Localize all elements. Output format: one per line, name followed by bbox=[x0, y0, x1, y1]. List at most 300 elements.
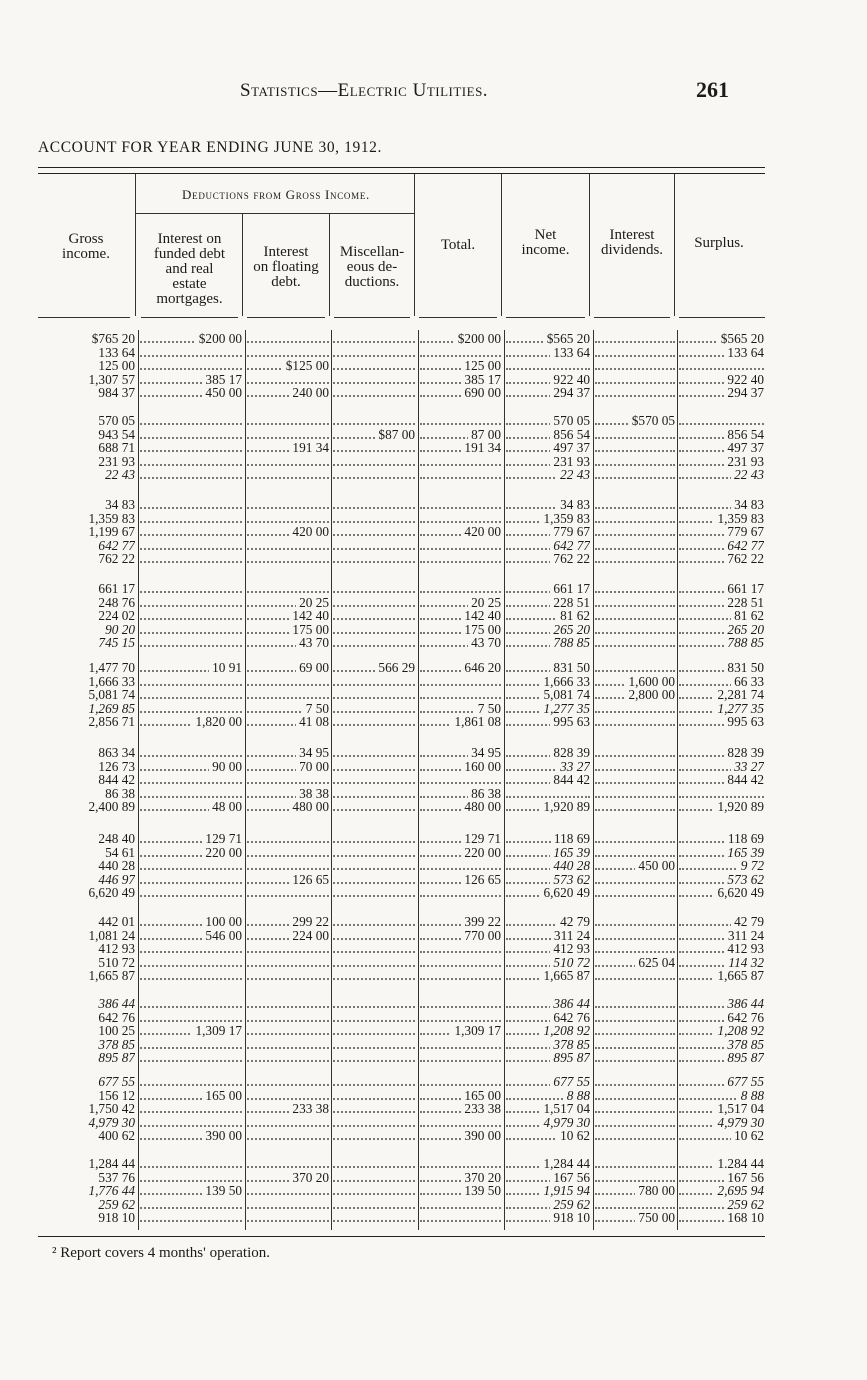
cell-value: 570 05 bbox=[95, 414, 135, 428]
net-income-cell bbox=[506, 582, 590, 596]
cell-value: 231 93 bbox=[550, 455, 590, 469]
interest-funded-cell bbox=[140, 609, 242, 623]
leader-dots bbox=[247, 1006, 329, 1008]
total-cell bbox=[420, 956, 501, 970]
interest-floating-cell bbox=[247, 609, 329, 623]
cell-value: 828 39 bbox=[550, 746, 590, 760]
interest-funded-cell bbox=[140, 1198, 242, 1212]
cell-value: 228 51 bbox=[550, 596, 590, 610]
cell-value: $125 00 bbox=[283, 359, 329, 373]
cell-value: 856 54 bbox=[550, 428, 590, 442]
leader-dots bbox=[595, 782, 675, 784]
surplus-cell bbox=[679, 468, 764, 482]
table-row bbox=[0, 623, 867, 637]
leader-dots bbox=[333, 1180, 415, 1182]
total-cell bbox=[420, 1157, 501, 1171]
leader-dots bbox=[595, 1207, 675, 1209]
table-row bbox=[0, 702, 867, 716]
leader-dots bbox=[595, 534, 675, 536]
leader-dots bbox=[595, 670, 675, 672]
cell-value: 1,915 94 bbox=[540, 1184, 590, 1198]
table-row bbox=[0, 609, 867, 623]
cell-value: $200 00 bbox=[455, 332, 501, 346]
total-cell bbox=[420, 468, 501, 482]
interest-floating-cell bbox=[247, 1157, 329, 1171]
interest-funded-cell bbox=[140, 1211, 242, 1225]
total-cell bbox=[420, 661, 501, 675]
interest-floating-cell bbox=[247, 1089, 329, 1103]
cell-value: 81 62 bbox=[731, 609, 764, 623]
interest-floating-cell bbox=[247, 715, 329, 729]
bottom-rule bbox=[38, 1236, 765, 1237]
table-row bbox=[0, 1089, 867, 1103]
total-cell bbox=[420, 428, 501, 442]
cell-value: 2,800 00 bbox=[625, 688, 675, 702]
table-row bbox=[0, 582, 867, 596]
interest-funded-cell bbox=[140, 346, 242, 360]
net-income-cell bbox=[506, 525, 590, 539]
cell-value: 139 50 bbox=[202, 1184, 242, 1198]
cell-value: 661 17 bbox=[95, 582, 135, 596]
cell-value: 220 00 bbox=[461, 846, 501, 860]
table-row bbox=[0, 675, 867, 689]
cell-value: 86 38 bbox=[102, 787, 135, 801]
gross-income-cell bbox=[38, 800, 135, 814]
leader-dots bbox=[140, 450, 242, 452]
interest-funded-cell bbox=[140, 1171, 242, 1185]
total-cell bbox=[420, 997, 501, 1011]
interest-funded-cell bbox=[140, 455, 242, 469]
leader-dots bbox=[140, 618, 242, 620]
misc-deductions-cell bbox=[333, 596, 415, 610]
total-cell bbox=[420, 746, 501, 760]
leader-dots bbox=[333, 605, 415, 607]
misc-deductions-cell bbox=[333, 800, 415, 814]
cell-value: 1,309 17 bbox=[192, 1024, 242, 1038]
leader-dots bbox=[247, 1125, 329, 1127]
leader-dots bbox=[333, 1006, 415, 1008]
total-cell bbox=[420, 846, 501, 860]
leader-dots bbox=[247, 507, 329, 509]
leader-dots bbox=[420, 548, 501, 550]
table-row bbox=[0, 636, 867, 650]
cell-value: 642 76 bbox=[550, 1011, 590, 1025]
leader-dots bbox=[333, 1207, 415, 1209]
gross-income-cell bbox=[38, 886, 135, 900]
gross-income-cell bbox=[38, 997, 135, 1011]
leader-dots bbox=[595, 1020, 675, 1022]
total-cell bbox=[420, 800, 501, 814]
header-total: Total. bbox=[440, 237, 476, 253]
leader-dots bbox=[679, 423, 764, 425]
interest-funded-cell bbox=[140, 441, 242, 455]
header-rule bbox=[38, 317, 130, 318]
cell-value: 385 17 bbox=[461, 373, 501, 387]
leader-dots bbox=[140, 477, 242, 479]
interest-dividends-cell bbox=[595, 552, 675, 566]
leader-dots bbox=[140, 632, 242, 634]
misc-deductions-cell bbox=[333, 441, 415, 455]
cell-value: 895 87 bbox=[724, 1051, 764, 1065]
total-cell bbox=[420, 1116, 501, 1130]
leader-dots bbox=[333, 395, 415, 397]
misc-deductions-cell bbox=[333, 1075, 415, 1089]
misc-deductions-cell bbox=[333, 1116, 415, 1130]
leader-dots bbox=[247, 868, 329, 870]
gross-income-cell bbox=[38, 1075, 135, 1089]
leader-dots bbox=[595, 521, 675, 523]
table-row bbox=[0, 359, 867, 373]
leader-dots bbox=[333, 868, 415, 870]
leader-dots bbox=[140, 1084, 242, 1086]
leader-dots bbox=[420, 1020, 501, 1022]
total-cell bbox=[420, 969, 501, 983]
interest-dividends-cell bbox=[595, 956, 675, 970]
cell-value: 984 37 bbox=[95, 386, 135, 400]
cell-value: 642 76 bbox=[724, 1011, 764, 1025]
cell-value: 248 76 bbox=[95, 596, 135, 610]
table-row bbox=[0, 1171, 867, 1185]
interest-floating-cell bbox=[247, 859, 329, 873]
interest-funded-cell bbox=[140, 512, 242, 526]
leader-dots bbox=[595, 924, 675, 926]
total-cell bbox=[420, 1024, 501, 1038]
total-cell bbox=[420, 675, 501, 689]
surplus-cell bbox=[679, 636, 764, 650]
leader-dots bbox=[333, 1098, 415, 1100]
leader-dots bbox=[595, 796, 675, 798]
surplus-cell bbox=[679, 787, 764, 801]
total-cell bbox=[420, 873, 501, 887]
misc-deductions-cell bbox=[333, 773, 415, 787]
cell-value: 1,477 70 bbox=[85, 661, 135, 675]
cell-value: 10 91 bbox=[209, 661, 242, 675]
leader-dots bbox=[140, 423, 242, 425]
interest-dividends-cell bbox=[595, 969, 675, 983]
leader-dots bbox=[420, 355, 501, 357]
cell-value: 922 40 bbox=[550, 373, 590, 387]
cell-value: 139 50 bbox=[461, 1184, 501, 1198]
leader-dots bbox=[247, 521, 329, 523]
leader-dots bbox=[247, 561, 329, 563]
net-income-cell bbox=[506, 623, 590, 637]
interest-dividends-cell bbox=[595, 428, 675, 442]
cell-value: 175 00 bbox=[461, 623, 501, 637]
total-cell bbox=[420, 787, 501, 801]
leader-dots bbox=[140, 1220, 242, 1222]
interest-funded-cell bbox=[140, 525, 242, 539]
net-income-cell bbox=[506, 373, 590, 387]
cell-value: 480 00 bbox=[461, 800, 501, 814]
cell-value: 165 39 bbox=[550, 846, 590, 860]
leader-dots bbox=[333, 1084, 415, 1086]
leader-dots bbox=[247, 1207, 329, 1209]
cell-value: 6,620 49 bbox=[540, 886, 590, 900]
cell-value: 386 44 bbox=[724, 997, 764, 1011]
table-row bbox=[0, 441, 867, 455]
cell-value: $565 20 bbox=[544, 332, 590, 346]
cell-value: 480 00 bbox=[289, 800, 329, 814]
cell-value: 1,666 33 bbox=[540, 675, 590, 689]
interest-dividends-cell bbox=[595, 702, 675, 716]
interest-funded-cell bbox=[140, 332, 242, 346]
leader-dots bbox=[333, 755, 415, 757]
leader-dots bbox=[333, 464, 415, 466]
gross-income-cell bbox=[38, 414, 135, 428]
interest-dividends-cell bbox=[595, 886, 675, 900]
table-row bbox=[0, 997, 867, 1011]
cell-value: 165 00 bbox=[461, 1089, 501, 1103]
leader-dots bbox=[247, 1060, 329, 1062]
gross-income-cell bbox=[38, 760, 135, 774]
total-cell bbox=[420, 760, 501, 774]
misc-deductions-cell bbox=[333, 675, 415, 689]
misc-deductions-cell bbox=[333, 1011, 415, 1025]
leader-dots bbox=[333, 1220, 415, 1222]
cell-value: 34 95 bbox=[296, 746, 329, 760]
cell-value: 385 17 bbox=[202, 373, 242, 387]
cell-value: 1,517 04 bbox=[540, 1102, 590, 1116]
net-income-cell bbox=[506, 512, 590, 526]
leader-dots bbox=[247, 1193, 329, 1195]
cell-value: 167 56 bbox=[724, 1171, 764, 1185]
cell-value: 100 25 bbox=[95, 1024, 135, 1038]
misc-deductions-cell bbox=[333, 1089, 415, 1103]
cell-value: 546 00 bbox=[202, 929, 242, 943]
leader-dots bbox=[420, 1047, 501, 1049]
leader-dots bbox=[595, 841, 675, 843]
leader-dots bbox=[333, 355, 415, 357]
total-cell bbox=[420, 942, 501, 956]
table-row bbox=[0, 346, 867, 360]
cell-value: 6,620 49 bbox=[85, 886, 135, 900]
table-row bbox=[0, 373, 867, 387]
gross-income-cell bbox=[38, 1102, 135, 1116]
interest-dividends-cell bbox=[595, 539, 675, 553]
leader-dots bbox=[333, 1166, 415, 1168]
leader-dots bbox=[333, 477, 415, 479]
cell-value: 497 37 bbox=[550, 441, 590, 455]
misc-deductions-cell bbox=[333, 539, 415, 553]
interest-dividends-cell bbox=[595, 1171, 675, 1185]
gross-income-cell bbox=[38, 688, 135, 702]
misc-deductions-cell bbox=[333, 1038, 415, 1052]
cell-value: 570 05 bbox=[550, 414, 590, 428]
cell-value: 1,269 85 bbox=[85, 702, 135, 716]
leader-dots bbox=[679, 368, 764, 370]
cell-value: 780 00 bbox=[635, 1184, 675, 1198]
interest-dividends-cell bbox=[595, 942, 675, 956]
header-rule bbox=[141, 317, 238, 318]
misc-deductions-cell bbox=[333, 1198, 415, 1212]
misc-deductions-cell bbox=[333, 1184, 415, 1198]
cell-value: 779 67 bbox=[724, 525, 764, 539]
cell-value: 48 00 bbox=[209, 800, 242, 814]
gross-income-cell bbox=[38, 359, 135, 373]
cell-value: 191 34 bbox=[461, 441, 501, 455]
cell-value: 156 12 bbox=[95, 1089, 135, 1103]
cell-value: 677 55 bbox=[95, 1075, 135, 1089]
interest-dividends-cell bbox=[595, 1089, 675, 1103]
interest-funded-cell bbox=[140, 760, 242, 774]
gross-income-cell bbox=[38, 1157, 135, 1171]
cell-value: 42 79 bbox=[557, 915, 590, 929]
misc-deductions-cell bbox=[333, 525, 415, 539]
surplus-cell bbox=[679, 346, 764, 360]
net-income-cell bbox=[506, 1089, 590, 1103]
table-row bbox=[0, 1157, 867, 1171]
net-income-cell bbox=[506, 455, 590, 469]
interest-funded-cell bbox=[140, 1051, 242, 1065]
leader-dots bbox=[595, 395, 675, 397]
leader-dots bbox=[333, 684, 415, 686]
cell-value: 510 72 bbox=[550, 956, 590, 970]
surplus-cell bbox=[679, 609, 764, 623]
leader-dots bbox=[333, 1020, 415, 1022]
leader-dots bbox=[333, 769, 415, 771]
table-row bbox=[0, 873, 867, 887]
leader-dots bbox=[595, 1047, 675, 1049]
cell-value: 831 50 bbox=[550, 661, 590, 675]
cell-value: 259 62 bbox=[724, 1198, 764, 1212]
net-income-cell bbox=[506, 1116, 590, 1130]
cell-value: 1,307 57 bbox=[85, 373, 135, 387]
interest-funded-cell bbox=[140, 1102, 242, 1116]
gross-income-cell bbox=[38, 661, 135, 675]
cell-value: 168 10 bbox=[724, 1211, 764, 1225]
table-row bbox=[0, 498, 867, 512]
leader-dots bbox=[333, 632, 415, 634]
cell-value: 265 20 bbox=[724, 623, 764, 637]
leader-dots bbox=[595, 1180, 675, 1182]
surplus-cell bbox=[679, 582, 764, 596]
leader-dots bbox=[247, 895, 329, 897]
interest-funded-cell bbox=[140, 675, 242, 689]
interest-dividends-cell bbox=[595, 915, 675, 929]
cell-value: 1.284 44 bbox=[714, 1157, 764, 1171]
cell-value: 1,284 44 bbox=[85, 1157, 135, 1171]
header-gross-income: Gross income. bbox=[62, 231, 110, 262]
interest-funded-cell bbox=[140, 997, 242, 1011]
leader-dots bbox=[595, 464, 675, 466]
misc-deductions-cell bbox=[333, 915, 415, 929]
cell-value: 828 39 bbox=[724, 746, 764, 760]
total-cell bbox=[420, 1198, 501, 1212]
cell-value: $765 20 bbox=[89, 332, 135, 346]
gross-income-cell bbox=[38, 1198, 135, 1212]
total-cell bbox=[420, 441, 501, 455]
total-cell bbox=[420, 539, 501, 553]
cell-value: 420 00 bbox=[289, 525, 329, 539]
misc-deductions-cell bbox=[333, 956, 415, 970]
interest-dividends-cell bbox=[595, 332, 675, 346]
misc-deductions-cell bbox=[333, 386, 415, 400]
table-row bbox=[0, 1075, 867, 1089]
interest-floating-cell bbox=[247, 623, 329, 637]
cell-value: 510 72 bbox=[95, 956, 135, 970]
leader-dots bbox=[247, 1166, 329, 1168]
footnote: ² Report covers 4 months' operation. bbox=[52, 1245, 270, 1261]
header-interest-floating-debt: Interest on floating debt. bbox=[253, 244, 319, 290]
cell-value: 844 42 bbox=[724, 773, 764, 787]
cell-value: 745 15 bbox=[95, 636, 135, 650]
interest-funded-cell bbox=[140, 1129, 242, 1143]
leader-dots bbox=[420, 1220, 501, 1222]
leader-dots bbox=[247, 855, 329, 857]
gross-income-cell bbox=[38, 609, 135, 623]
interest-funded-cell bbox=[140, 956, 242, 970]
net-income-cell bbox=[506, 1211, 590, 1225]
cell-value: 118 69 bbox=[551, 832, 590, 846]
net-income-cell bbox=[506, 702, 590, 716]
net-income-cell bbox=[506, 832, 590, 846]
total-cell bbox=[420, 1129, 501, 1143]
cell-value: 20 25 bbox=[468, 596, 501, 610]
cell-value: 90 20 bbox=[102, 623, 135, 637]
net-income-cell bbox=[506, 1184, 590, 1198]
cell-value: 1,359 83 bbox=[85, 512, 135, 526]
interest-floating-cell bbox=[247, 1129, 329, 1143]
leader-dots bbox=[140, 464, 242, 466]
table-row bbox=[0, 1184, 867, 1198]
leader-dots bbox=[140, 507, 242, 509]
cell-value: 20 25 bbox=[296, 596, 329, 610]
leader-dots bbox=[595, 938, 675, 940]
surplus-cell bbox=[679, 846, 764, 860]
interest-funded-cell bbox=[140, 929, 242, 943]
total-cell bbox=[420, 1038, 501, 1052]
gross-income-cell bbox=[38, 915, 135, 929]
interest-floating-cell bbox=[247, 498, 329, 512]
surplus-cell bbox=[679, 359, 764, 373]
interest-floating-cell bbox=[247, 441, 329, 455]
net-income-cell bbox=[506, 800, 590, 814]
gross-income-cell bbox=[38, 929, 135, 943]
net-income-cell bbox=[506, 1038, 590, 1052]
table-row bbox=[0, 596, 867, 610]
total-cell bbox=[420, 346, 501, 360]
net-income-cell bbox=[506, 539, 590, 553]
surplus-cell bbox=[679, 1051, 764, 1065]
interest-dividends-cell bbox=[595, 688, 675, 702]
interest-floating-cell bbox=[247, 346, 329, 360]
table-row bbox=[0, 386, 867, 400]
cell-value: 400 62 bbox=[95, 1129, 135, 1143]
cell-value: 788 85 bbox=[724, 636, 764, 650]
cell-value: 677 55 bbox=[550, 1075, 590, 1089]
leader-dots bbox=[247, 951, 329, 953]
total-cell bbox=[420, 715, 501, 729]
cell-value: 33 27 bbox=[557, 760, 590, 774]
cell-value: 943 54 bbox=[95, 428, 135, 442]
cell-value: 126 65 bbox=[461, 873, 501, 887]
leader-dots bbox=[247, 684, 329, 686]
gross-income-cell bbox=[38, 525, 135, 539]
cell-value: 6,620 49 bbox=[714, 886, 764, 900]
leader-dots bbox=[333, 1047, 415, 1049]
total-cell bbox=[420, 373, 501, 387]
interest-floating-cell bbox=[247, 1024, 329, 1038]
interest-dividends-cell bbox=[595, 596, 675, 610]
leader-dots bbox=[140, 591, 242, 593]
cell-value: 100 00 bbox=[202, 915, 242, 929]
misc-deductions-cell bbox=[333, 359, 415, 373]
interest-dividends-cell bbox=[595, 760, 675, 774]
column-divider bbox=[135, 174, 136, 316]
table-row bbox=[0, 525, 867, 539]
leader-dots bbox=[333, 924, 415, 926]
cell-value: 537 76 bbox=[95, 1171, 135, 1185]
